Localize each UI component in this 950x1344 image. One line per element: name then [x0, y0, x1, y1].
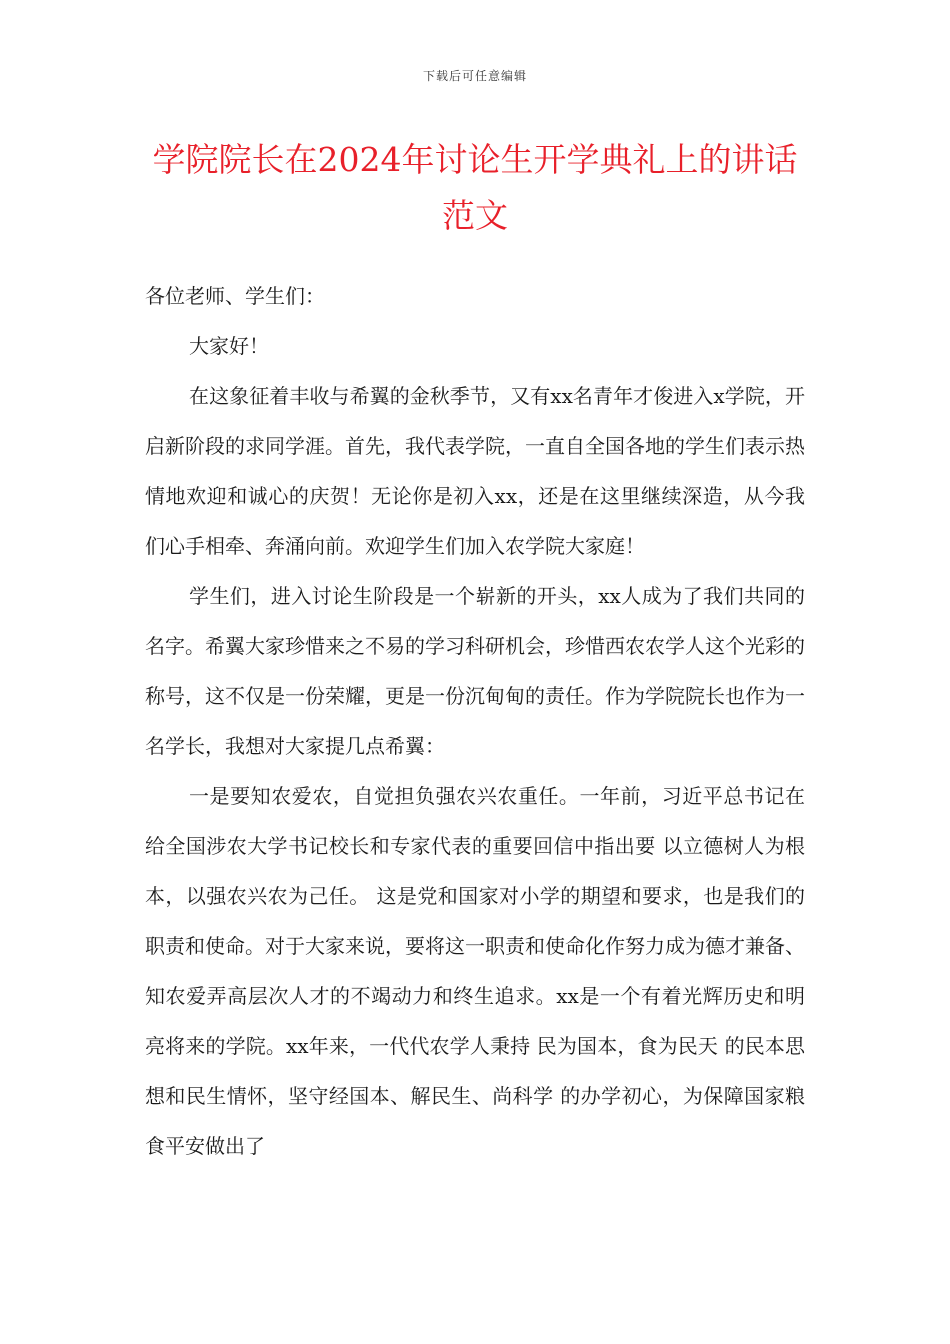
salutation: 各位老师、学生们： — [145, 284, 325, 308]
header-note: 下载后可任意编辑 — [422, 69, 527, 83]
document-title: 学院院长在2024年讨论生开学典礼上的讲话范文 — [152, 140, 798, 235]
document-body — [145, 271, 805, 1171]
paragraph-welcome: 在这象征着丰收与希翼的金秋季节，又有xx名青年才俊进入x学院，开启新阶段的求同学涯。首先，我代表学院，一直自全国各地的学生们表示热情地欢迎和诚心的庆贺！无论你是初入xx，还是在这里继续深造，从今我们心手相牵、奔涌向前。欢迎学生们加入农学院大家庭！ — [145, 384, 805, 558]
paragraph-first-hope: 一是要知农爱农，自觉担负强农兴农重任。一年前，习近平总书记在给全国涉农大学书记校长和专家代表的重要回信中指出要 以立德树人为根本，以强农兴农为己任。 这是党和国家对小学的期望和要求，也是我们的职责和使命。对于大家来说，要将这一职责和使命化作努力成为德才兼备、知农爱弄高层次人才的不竭动力和终生追求。xx是一个有着光辉历史和明亮将来的学院。xx年来，一代代农学人秉持 民为国本，食为民天 的民本思想和民生情怀，坚守经国本、解民生、尚科学 的办学初心，为保障国家粮食平安做出了 — [145, 784, 805, 1158]
paragraph-greeting: 大家好！ — [189, 334, 269, 358]
paragraph-new-stage: 学生们，进入讨论生阶段是一个崭新的开头，xx人成为了我们共同的名字。希翼大家珍惜来之不易的学习科研机会，珍惜西农农学人这个光彩的称号，这不仅是一份荣耀，更是一份沉甸甸的责任。作为学院院长也作为一名学长，我想对大家提几点希翼： — [145, 584, 805, 758]
